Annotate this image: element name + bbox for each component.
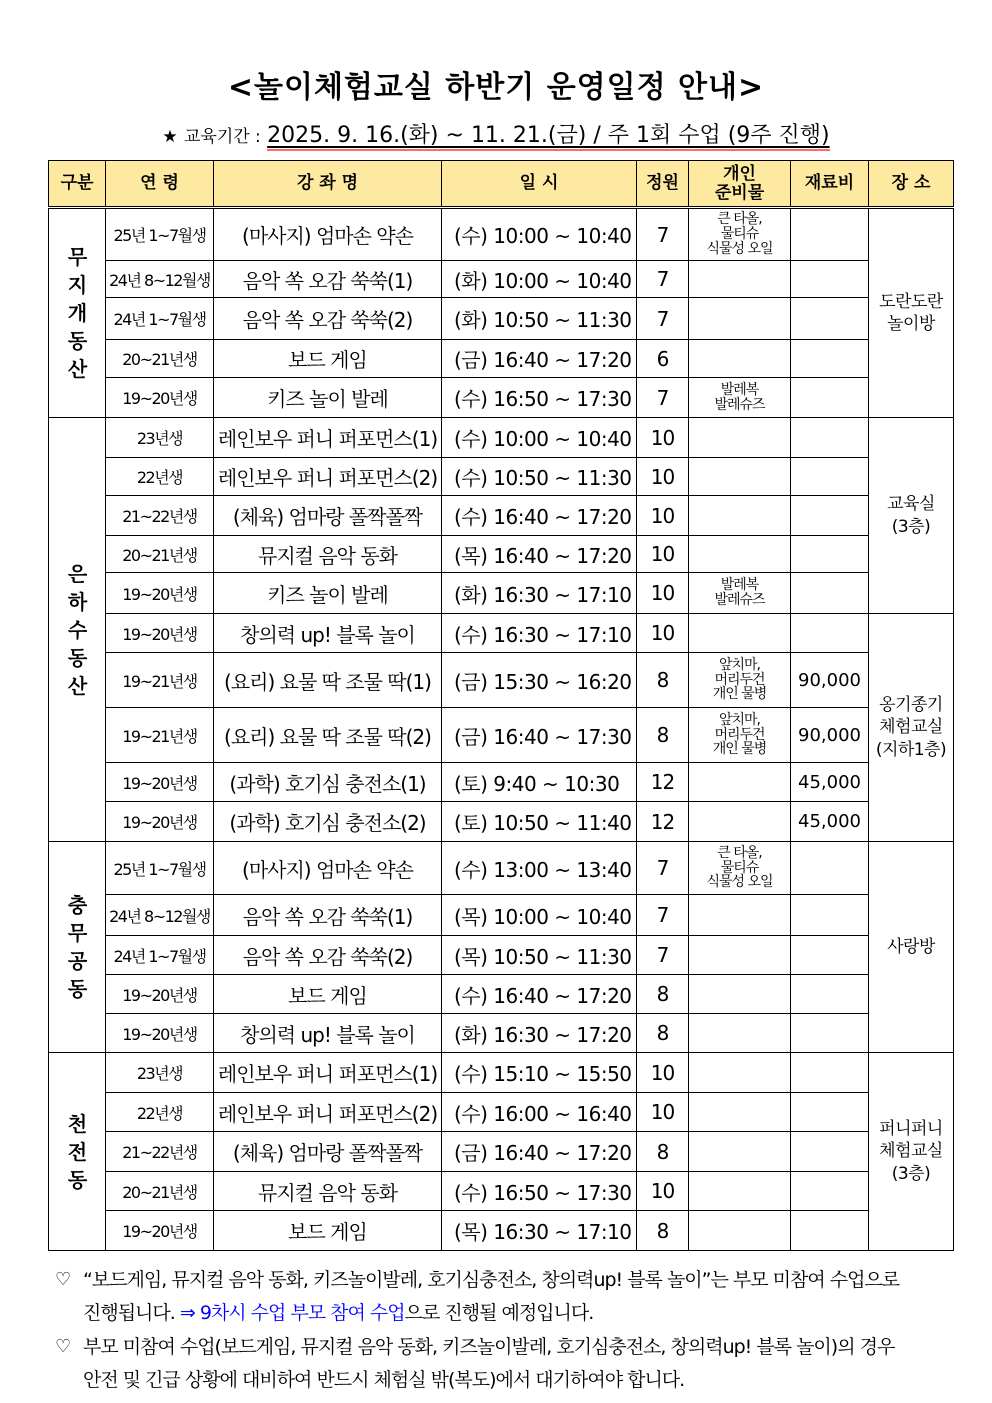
prep-cell (689, 895, 791, 936)
capacity-cell: 8 (637, 975, 689, 1014)
table-row (49, 1172, 954, 1211)
header-area: 구분 (49, 161, 106, 208)
header-prep-line1: 개인 (723, 163, 756, 184)
table-row (49, 261, 954, 298)
course-cell: 창의력 up! 블록 놀이 (214, 1014, 442, 1053)
capacity-cell: 7 (637, 842, 689, 895)
time-cell: (수) 10:50 ~ 11:30 (442, 458, 637, 496)
prep-line: 앞치마, (718, 656, 761, 673)
place-cell (869, 1053, 954, 1251)
area-label (49, 1053, 106, 1251)
table-row (49, 573, 954, 614)
time-cell: (수) 16:30 ~ 17:10 (442, 614, 637, 653)
capacity-cell: 7 (637, 895, 689, 936)
area-char: 동 (67, 1167, 87, 1192)
age-cell: 23년생 (106, 418, 214, 458)
prep-line: 발레슈즈 (714, 592, 765, 608)
header-fee: 재료비 (791, 161, 869, 208)
age-cell: 19~20년생 (106, 573, 214, 614)
fee-cell (791, 1053, 869, 1093)
age-cell: 22년생 (106, 458, 214, 496)
prep-cell (689, 261, 791, 298)
table-row (49, 975, 954, 1014)
place-line: (3층) (891, 516, 931, 537)
time-cell: (금) 15:30 ~ 16:20 (442, 653, 637, 708)
prep-cell (689, 458, 791, 496)
place-line: 체험교실 (879, 1141, 943, 1162)
capacity-cell: 7 (637, 378, 689, 418)
age-cell: 19~21년생 (106, 708, 214, 763)
prep-line: 발레슈즈 (714, 396, 765, 413)
place-cell (869, 418, 954, 614)
notes (55, 1264, 955, 1397)
table-row (49, 1132, 954, 1172)
time-cell: (수) 16:50 ~ 17:30 (442, 1172, 637, 1211)
prep-line: 개인 물병 (712, 686, 767, 703)
course-cell: 음악 쏙 오감 쑥쑥(1) (214, 261, 442, 298)
capacity-cell: 12 (637, 763, 689, 802)
prep-cell (689, 1053, 791, 1093)
prep-cell (689, 536, 791, 573)
area-label (49, 208, 106, 418)
prep-line: 큰 타올, (717, 211, 762, 228)
fee-cell: 45,000 (791, 802, 869, 842)
fee-cell (791, 261, 869, 298)
table-row (49, 536, 954, 573)
age-cell: 24년 1~7월생 (106, 298, 214, 340)
fee-cell (791, 573, 869, 614)
table-row (49, 1014, 954, 1053)
course-cell: (요리) 요물 딱 조물 딱(1) (214, 653, 442, 708)
area-char: 무 (67, 245, 87, 269)
fee-cell (791, 340, 869, 378)
prep-cell (689, 418, 791, 458)
capacity-cell: 10 (637, 418, 689, 458)
capacity-cell: 10 (637, 536, 689, 573)
age-cell: 21~22년생 (106, 1132, 214, 1172)
table-row (49, 653, 954, 708)
time-cell: (토) 9:40 ~ 10:30 (442, 763, 637, 802)
prep-cell (689, 936, 791, 975)
area-char: 지 (67, 273, 87, 297)
age-cell: 24년 8~12월생 (106, 261, 214, 298)
place-cell (869, 842, 954, 1053)
prep-cell (689, 1211, 791, 1251)
age-cell: 19~20년생 (106, 802, 214, 842)
course-cell: 보드 게임 (214, 340, 442, 378)
age-cell: 24년 1~7월생 (106, 936, 214, 975)
time-cell: (금) 16:40 ~ 17:20 (442, 1132, 637, 1172)
capacity-cell: 7 (637, 261, 689, 298)
prep-line: 머리두건 (714, 726, 765, 743)
prep-line: 머리두건 (714, 671, 765, 688)
area-char: 산 (67, 357, 87, 381)
fee-cell (791, 298, 869, 340)
fee-cell (791, 895, 869, 936)
area-char: 은 (67, 561, 87, 586)
table-row (49, 936, 954, 975)
time-cell: (금) 16:40 ~ 17:30 (442, 708, 637, 763)
age-cell: 22년생 (106, 1093, 214, 1132)
prep-cell (689, 1014, 791, 1053)
fee-cell (791, 1093, 869, 1132)
age-cell: 19~20년생 (106, 614, 214, 653)
age-cell: 23년생 (106, 1053, 214, 1093)
age-cell: 19~20년생 (106, 378, 214, 418)
place-line: (3층) (891, 1163, 931, 1184)
prep-cell (689, 1132, 791, 1172)
time-cell: (금) 16:40 ~ 17:20 (442, 340, 637, 378)
fee-cell (791, 458, 869, 496)
fee-cell: 90,000 (791, 653, 869, 708)
area-char: 동 (67, 329, 87, 353)
fee-cell (791, 1132, 869, 1172)
fee-cell (791, 975, 869, 1014)
place-line: 옹기종기 (879, 695, 943, 716)
course-cell: 레인보우 퍼니 퍼포먼스(2) (214, 458, 442, 496)
table-row (49, 458, 954, 496)
place-line: 놀이방 (887, 314, 935, 334)
capacity-cell: 10 (637, 496, 689, 536)
area-char: 충 (67, 893, 87, 917)
area-char: 천 (67, 1111, 87, 1136)
fee-cell (791, 1172, 869, 1211)
age-cell: 19~21년생 (106, 653, 214, 708)
prep-line: 큰 타올, (717, 844, 762, 861)
prep-cell (689, 975, 791, 1014)
course-cell: 창의력 up! 블록 놀이 (214, 614, 442, 653)
course-cell: 음악 쏙 오감 쑥쑥(2) (214, 936, 442, 975)
table-row (49, 842, 954, 895)
table-row (49, 802, 954, 842)
time-cell: (수) 16:50 ~ 17:30 (442, 378, 637, 418)
age-cell: 19~20년생 (106, 763, 214, 802)
note-2-line-2: 안전 및 긴급 상황에 대비하여 반드시 체험실 밖(복도)에서 대기하여야 합니다. (83, 1368, 685, 1391)
note-1 (55, 1264, 955, 1331)
capacity-cell: 8 (637, 1132, 689, 1172)
period-label: 교육기간 : (183, 127, 261, 147)
fee-cell: 90,000 (791, 708, 869, 763)
capacity-cell: 7 (637, 936, 689, 975)
course-cell: (체육) 엄마랑 폴짝폴짝 (214, 1132, 442, 1172)
capacity-cell: 10 (637, 1093, 689, 1132)
capacity-cell: 10 (637, 614, 689, 653)
time-cell: (수) 16:40 ~ 17:20 (442, 975, 637, 1014)
place-line: 교육실 (887, 494, 935, 515)
time-cell: (수) 10:00 ~ 10:40 (442, 208, 637, 261)
capacity-cell: 10 (637, 1172, 689, 1211)
note-1-line-1: “보드게임, 뮤지컬 음악 동화, 키즈놀이발레, 호기심충전소, 창의력up! 블록 놀이”는 부모 미참여 수업으로 (83, 1269, 900, 1291)
prep-cell (689, 1093, 791, 1132)
table-row (49, 1211, 954, 1251)
course-cell: 보드 게임 (214, 975, 442, 1014)
age-cell: 25년 1~7월생 (106, 842, 214, 895)
table-row (49, 1053, 954, 1093)
place-line: 퍼니퍼니 (879, 1119, 943, 1140)
area-char: 전 (67, 1139, 87, 1164)
prep-cell (689, 802, 791, 842)
header-prep-line2: 준비물 (714, 182, 765, 203)
area-char: 하 (67, 589, 87, 614)
age-cell: 24년 8~12월생 (106, 895, 214, 936)
area-label (49, 842, 106, 1053)
capacity-cell: 8 (637, 653, 689, 708)
age-cell: 21~22년생 (106, 496, 214, 536)
prep-cell (689, 842, 791, 895)
fee-cell (791, 842, 869, 895)
time-cell: (화) 10:50 ~ 11:30 (442, 298, 637, 340)
time-cell: (수) 16:00 ~ 16:40 (442, 1093, 637, 1132)
course-cell: 보드 게임 (214, 1211, 442, 1251)
capacity-cell: 10 (637, 1053, 689, 1093)
time-cell: (수) 10:00 ~ 10:40 (442, 418, 637, 458)
table-row (49, 895, 954, 936)
header-course: 강 좌 명 (214, 161, 442, 208)
table-row (49, 708, 954, 763)
star-icon: ★ (162, 127, 178, 147)
prep-cell (689, 653, 791, 708)
prep-cell (689, 378, 791, 418)
header-age: 연 령 (106, 161, 214, 208)
period-value: 2025. 9. 16.(화) ~ 11. 21.(금) / 주 1회 수업 (9주 진행) (267, 123, 829, 151)
header-place: 장 소 (869, 161, 954, 208)
capacity-cell: 10 (637, 458, 689, 496)
age-cell: 25년 1~7월생 (106, 208, 214, 261)
capacity-cell: 10 (637, 573, 689, 614)
course-cell: (체육) 엄마랑 폴짝폴짝 (214, 496, 442, 536)
time-cell: (수) 15:10 ~ 15:50 (442, 1053, 637, 1093)
prep-cell (689, 708, 791, 763)
age-cell: 19~20년생 (106, 1014, 214, 1053)
course-cell: 뮤지컬 음악 동화 (214, 536, 442, 573)
prep-line: 식물성 오일 (706, 240, 773, 257)
prep-cell (689, 573, 791, 614)
age-cell: 19~20년생 (106, 975, 214, 1014)
area-char: 산 (67, 673, 87, 698)
prep-line: 발레복 (720, 381, 759, 398)
prep-line: 식물성 오일 (706, 874, 773, 891)
note-1-text-a: 진행됩니다. (83, 1302, 175, 1325)
course-cell: 음악 쏙 오감 쑥쑥(1) (214, 895, 442, 936)
prep-line: 물티슈 (720, 859, 759, 876)
table-row (49, 496, 954, 536)
table-row (49, 208, 954, 261)
fee-cell (791, 378, 869, 418)
area-label (49, 418, 106, 842)
area-char: 동 (67, 645, 87, 670)
table-row (49, 614, 954, 653)
prep-line: 개인 물병 (712, 741, 767, 758)
course-cell: (과학) 호기심 충전소(2) (214, 802, 442, 842)
place-line: 사랑방 (887, 936, 935, 957)
page-title: <놀이체험교실 하반기 운영일정 안내> (227, 70, 765, 105)
capacity-cell: 8 (637, 708, 689, 763)
capacity-cell: 8 (637, 1211, 689, 1251)
table-row (49, 378, 954, 418)
course-cell: (요리) 요물 딱 조물 딱(2) (214, 708, 442, 763)
course-cell: 뮤지컬 음악 동화 (214, 1172, 442, 1211)
place-line: 체험교실 (879, 717, 943, 738)
course-cell: 레인보우 퍼니 퍼포먼스(1) (214, 1053, 442, 1093)
table-row (49, 298, 954, 340)
time-cell: (목) 16:40 ~ 17:20 (442, 536, 637, 573)
fee-cell (791, 208, 869, 261)
time-cell: (토) 10:50 ~ 11:40 (442, 802, 637, 842)
area-char: 수 (67, 617, 87, 642)
fee-cell (791, 614, 869, 653)
table-row (49, 340, 954, 378)
prep-cell (689, 298, 791, 340)
time-cell: (목) 16:30 ~ 17:10 (442, 1211, 637, 1251)
note-1-text-c: 으로 진행될 예정입니다. (404, 1302, 594, 1325)
area-char: 개 (67, 301, 87, 325)
fee-cell: 45,000 (791, 763, 869, 802)
fee-cell (791, 496, 869, 536)
arrow-icon: ⇒ (179, 1302, 195, 1325)
table-row (49, 1093, 954, 1132)
table-row (49, 763, 954, 802)
course-cell: 레인보우 퍼니 퍼포먼스(1) (214, 418, 442, 458)
prep-line: 발레복 (720, 577, 759, 594)
prep-line: 앞치마, (718, 711, 761, 728)
course-cell: (과학) 호기심 충전소(1) (214, 763, 442, 802)
heart-icon: ♡ (55, 1269, 71, 1290)
age-cell: 20~21년생 (106, 340, 214, 378)
capacity-cell: 7 (637, 208, 689, 261)
fee-cell (791, 418, 869, 458)
place-cell (869, 208, 954, 418)
age-cell: 19~20년생 (106, 1211, 214, 1251)
note-1-line-2 (83, 1297, 955, 1330)
fee-cell (791, 536, 869, 573)
prep-cell (689, 1172, 791, 1211)
time-cell: (수) 13:00 ~ 13:40 (442, 842, 637, 895)
header-capacity: 정원 (637, 161, 689, 208)
prep-line: 물티슈 (720, 226, 759, 243)
table-row (49, 418, 954, 458)
heart-icon: ♡ (55, 1335, 71, 1357)
age-cell: 20~21년생 (106, 1172, 214, 1211)
time-cell: (화) 16:30 ~ 17:10 (442, 573, 637, 614)
fee-cell (791, 936, 869, 975)
capacity-cell: 8 (637, 1014, 689, 1053)
fee-cell (791, 1014, 869, 1053)
course-cell: (마사지) 엄마손 약손 (214, 842, 442, 895)
area-char: 무 (67, 921, 87, 945)
place-line: (지하1층) (875, 739, 947, 760)
prep-cell (689, 208, 791, 261)
time-cell: (수) 16:40 ~ 17:20 (442, 496, 637, 536)
capacity-cell: 7 (637, 298, 689, 340)
area-char: 동 (67, 977, 87, 1001)
header-prep (689, 161, 791, 208)
schedule-table (48, 160, 954, 1251)
prep-cell (689, 496, 791, 536)
course-cell: 음악 쏙 오감 쑥쑥(2) (214, 298, 442, 340)
capacity-cell: 6 (637, 340, 689, 378)
prep-cell (689, 340, 791, 378)
area-char: 공 (67, 949, 87, 973)
capacity-cell: 12 (637, 802, 689, 842)
note-1-highlight: 9차시 수업 부모 참여 수업 (199, 1302, 405, 1325)
course-cell: (마사지) 엄마손 약손 (214, 208, 442, 261)
note-2 (55, 1331, 955, 1398)
place-cell (869, 614, 954, 842)
time-cell: (목) 10:00 ~ 10:40 (442, 895, 637, 936)
prep-cell (689, 763, 791, 802)
table-header-row (49, 161, 954, 208)
course-cell: 키즈 놀이 발레 (214, 378, 442, 418)
course-cell: 키즈 놀이 발레 (214, 573, 442, 614)
time-cell: (목) 10:50 ~ 11:30 (442, 936, 637, 975)
time-cell: (화) 10:00 ~ 10:40 (442, 261, 637, 298)
header-time: 일 시 (442, 161, 637, 208)
time-cell: (화) 16:30 ~ 17:20 (442, 1014, 637, 1053)
age-cell: 20~21년생 (106, 536, 214, 573)
prep-cell (689, 614, 791, 653)
course-cell: 레인보우 퍼니 퍼포먼스(2) (214, 1093, 442, 1132)
education-period (0, 118, 992, 149)
note-2-line-1: 부모 미참여 수업(보드게임, 뮤지컬 음악 동화, 키즈놀이발레, 호기심충전소, 창의력up! 블록 놀이)의 경우 (83, 1335, 895, 1358)
fee-cell (791, 1211, 869, 1251)
place-line: 도란도란 (879, 291, 943, 312)
